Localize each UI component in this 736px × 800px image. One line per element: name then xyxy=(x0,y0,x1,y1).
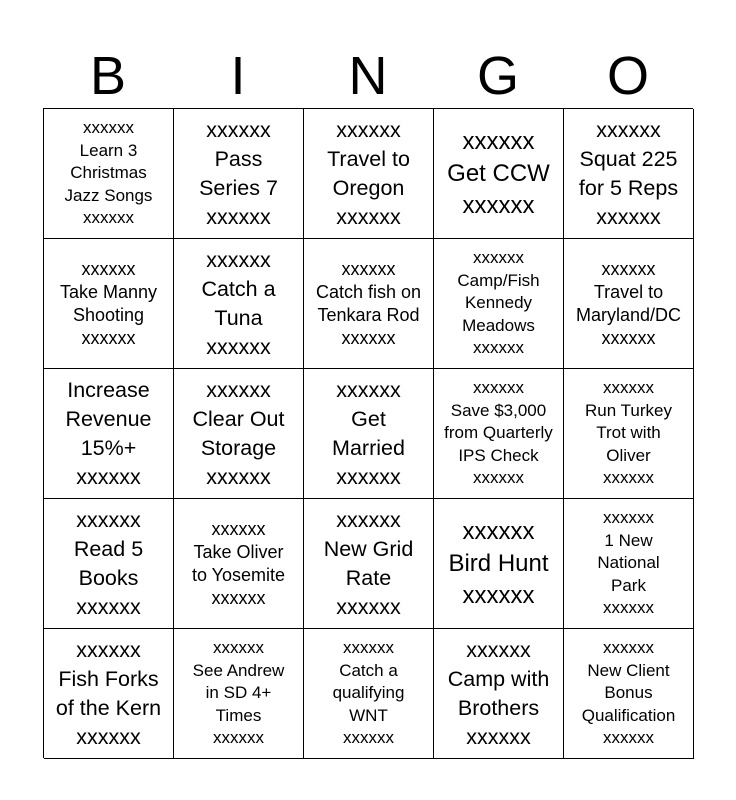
bingo-cell-text: xxxxxx 1 New National Park xxxxxx xyxy=(597,508,660,618)
bingo-cell-r2-c3[interactable] xyxy=(304,239,434,369)
bingo-cell-text: xxxxxx Camp with Brothers xxxxxx xyxy=(447,637,550,749)
bingo-cell-r4-c1[interactable] xyxy=(44,499,174,629)
bingo-cell-r1-c4[interactable] xyxy=(434,109,564,239)
bingo-cell-text: xxxxxx Travel to Maryland/DC xxxxxx xyxy=(575,258,682,348)
bingo-cell-r3-c3[interactable] xyxy=(304,369,434,499)
header-letter-g: G xyxy=(476,46,519,106)
header-letter-o: O xyxy=(606,46,649,106)
bingo-board xyxy=(43,108,693,758)
bingo-cell-text: xxxxxx Camp/Fish Kennedy Meadows xxxxxx xyxy=(457,248,540,358)
bingo-cell-text: xxxxxx Travel to Oregon xxxxxx xyxy=(327,117,410,229)
bingo-cell-text: xxxxxx Learn 3 Christmas Jazz Songs xxxxxx xyxy=(64,118,153,228)
bingo-cell-r2-c4[interactable] xyxy=(434,239,564,369)
bingo-cell-r2-c1[interactable] xyxy=(44,239,174,369)
bingo-cell-r4-c5[interactable] xyxy=(564,499,694,629)
bingo-cell-r5-c2[interactable] xyxy=(174,629,304,759)
bingo-cell-text: xxxxxx Squat 225 for 5 Reps xxxxxx xyxy=(578,117,679,229)
bingo-cell-r1-c1[interactable] xyxy=(44,109,174,239)
bingo-cell-text: xxxxxx New Grid Rate xxxxxx xyxy=(323,507,414,619)
header-letter-b: B xyxy=(89,46,127,106)
bingo-cell-r4-c4[interactable] xyxy=(434,499,564,629)
bingo-cell-text: xxxxxx Save $3,000 from Quarterly IPS Check xxxxxx xyxy=(444,378,553,488)
bingo-header xyxy=(43,44,693,108)
bingo-cell-text: xxxxxx Fish Forks of the Kern xxxxxx xyxy=(55,637,162,749)
bingo-cell-r4-c2[interactable] xyxy=(174,499,304,629)
bingo-cell-r5-c4[interactable] xyxy=(434,629,564,759)
bingo-cell-text: xxxxxx Get CCW xxxxxx xyxy=(447,127,550,219)
bingo-cell-text: xxxxxx Catch a qualifying WNT xxxxxx xyxy=(332,638,405,748)
bingo-cell-text: xxxxxx See Andrew in SD 4+ Times xxxxxx xyxy=(192,638,285,748)
bingo-cell-text: xxxxxx Catch fish on Tenkara Rod xxxxxx xyxy=(315,258,422,348)
bingo-cell-r2-c2[interactable] xyxy=(174,239,304,369)
bingo-cell-r5-c1[interactable] xyxy=(44,629,174,759)
bingo-cell-text: xxxxxx Get Married xxxxxx xyxy=(332,377,405,489)
bingo-cell-r5-c3[interactable] xyxy=(304,629,434,759)
header-letter-i: I xyxy=(230,46,246,106)
bingo-cell-text: xxxxxx Take Oliver to Yosemite xxxxxx xyxy=(191,518,286,608)
bingo-cell-text: xxxxxx Catch a Tuna xxxxxx xyxy=(201,247,276,359)
bingo-cell-r1-c5[interactable] xyxy=(564,109,694,239)
bingo-cell-r1-c2[interactable] xyxy=(174,109,304,239)
bingo-cell-text: Increase Revenue 15%+ xxxxxx xyxy=(65,377,152,489)
bingo-cell-r5-c5[interactable] xyxy=(564,629,694,759)
bingo-cell-text: xxxxxx New Client Bonus Qualification xxxxxx xyxy=(581,638,676,748)
bingo-cell-r2-c5[interactable] xyxy=(564,239,694,369)
bingo-cell-text: xxxxxx Read 5 Books xxxxxx xyxy=(73,507,144,619)
bingo-cell-text: xxxxxx Pass Series 7 xxxxxx xyxy=(199,117,278,229)
header-letter-n: N xyxy=(348,46,388,106)
bingo-cell-text: xxxxxx Bird Hunt xxxxxx xyxy=(448,517,549,609)
bingo-cell-r3-c4[interactable] xyxy=(434,369,564,499)
bingo-cell-r4-c3[interactable] xyxy=(304,499,434,629)
bingo-cell-r3-c5[interactable] xyxy=(564,369,694,499)
bingo-cell-r3-c2[interactable] xyxy=(174,369,304,499)
bingo-cell-text: xxxxxx Run Turkey Trot with Oliver xxxxxx xyxy=(585,378,672,488)
bingo-cell-text: xxxxxx Take Manny Shooting xxxxxx xyxy=(59,258,158,348)
bingo-cell-text: xxxxxx Clear Out Storage xxxxxx xyxy=(192,377,285,489)
bingo-cell-r1-c3[interactable] xyxy=(304,109,434,239)
bingo-cell-r3-c1[interactable] xyxy=(44,369,174,499)
